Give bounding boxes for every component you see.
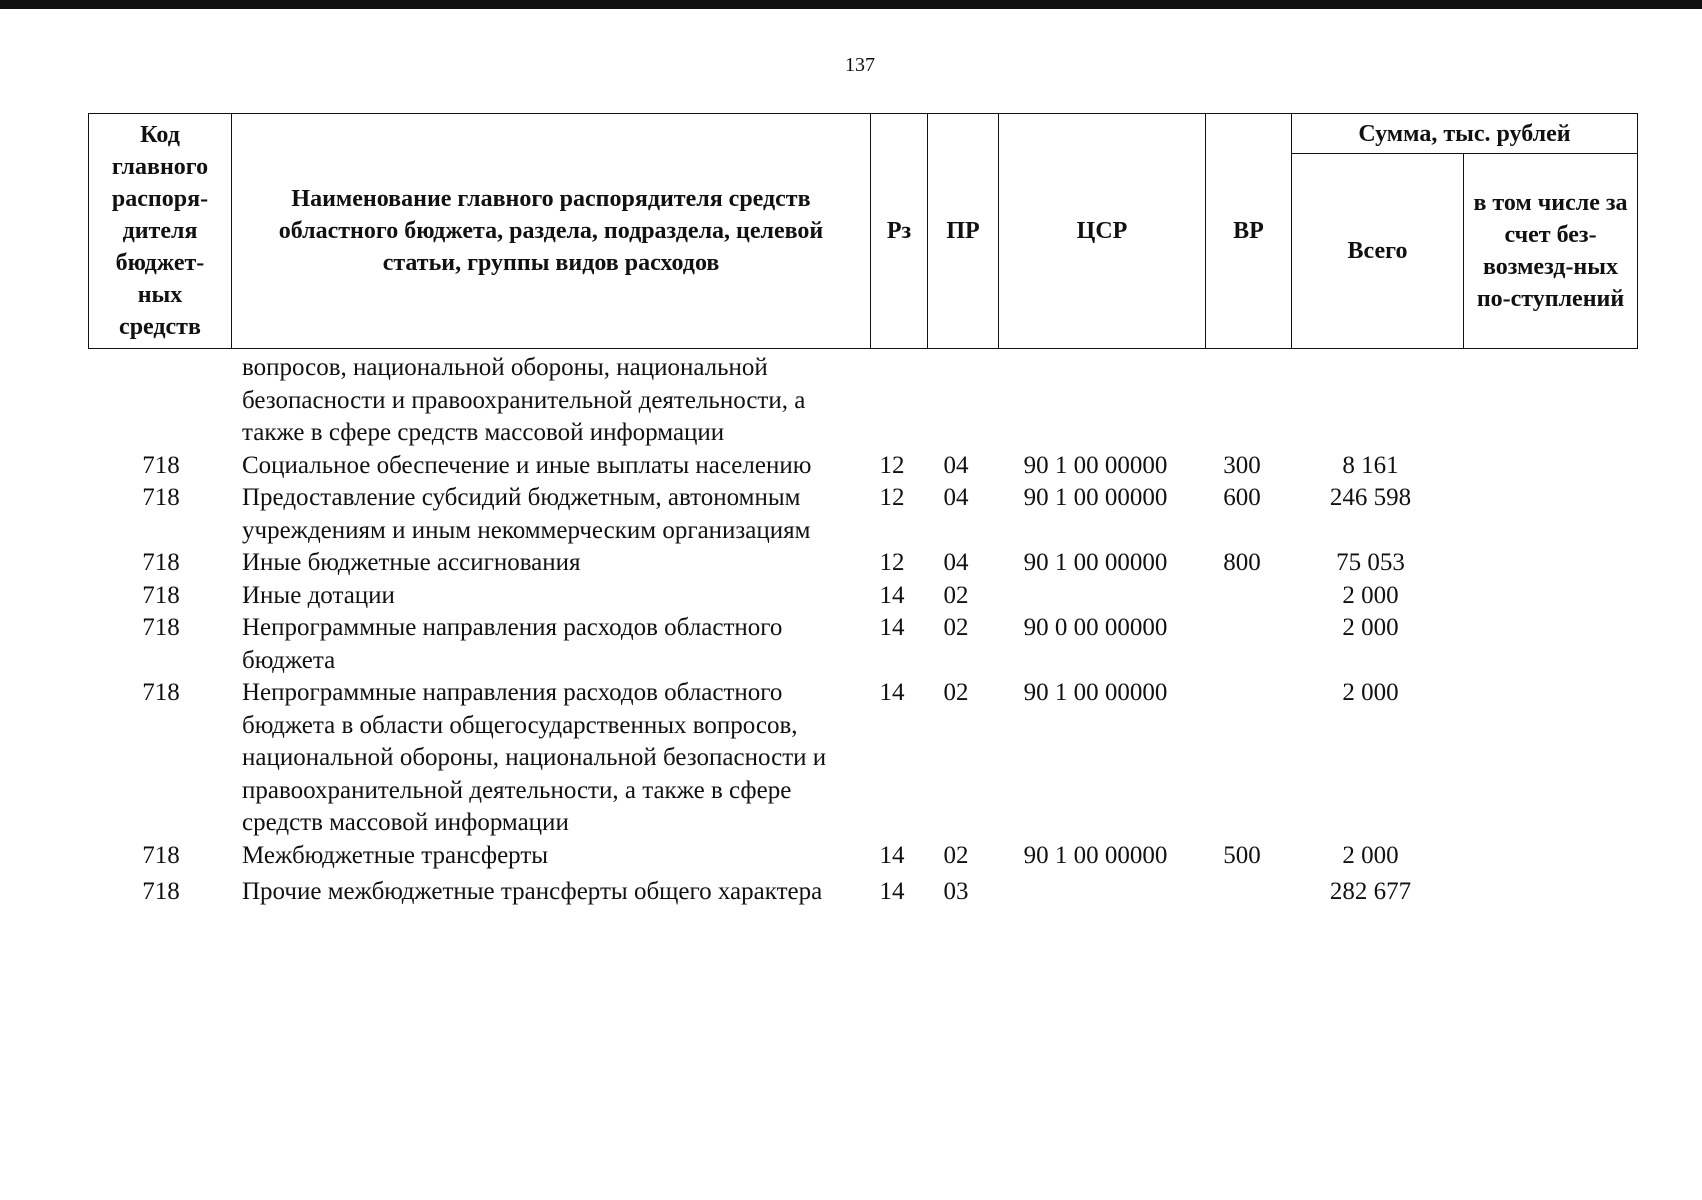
cell-pr: 02 — [943, 614, 969, 641]
cell-name: Прочие межбюджетные трансферты общего характера — [242, 878, 823, 905]
cell-csr — [992, 876, 1199, 909]
cell-name: Межбюджетные трансферты — [242, 841, 549, 869]
cell-csr: 90 1 00 00000 — [1023, 451, 1168, 479]
cell-vsego: 282 677 — [1329, 878, 1412, 905]
table-header — [88, 113, 1638, 349]
cell-kod: 718 — [142, 614, 180, 641]
cell-name: Иные бюджетные ассигнования — [242, 549, 581, 576]
cell-vr — [1199, 580, 1285, 613]
cell-vr: 300 — [1223, 451, 1261, 479]
cell-csr: 90 1 00 00000 — [1023, 841, 1168, 869]
cell-name: вопросов, национальной обороны, национальной безопасности и правоохранительной деятельности, а также в сфере средств массовой информации — [242, 354, 806, 446]
page-number: 137 — [845, 54, 875, 76]
cell-pr: 04 — [943, 549, 969, 576]
cell-kod: 718 — [142, 581, 180, 609]
cell-vr: 500 — [1223, 841, 1261, 869]
cell-kod: 718 — [142, 549, 180, 576]
cell-vsego: 2 000 — [1342, 841, 1399, 869]
cell-rz: 12 — [879, 549, 905, 576]
cell-bez — [1456, 612, 1630, 677]
header-pr: ПР — [928, 114, 999, 349]
header-kod: Код главного распоря-дителя бюджет-ных средств — [89, 114, 232, 349]
header-rz: Рз — [871, 114, 928, 349]
table-row — [88, 352, 1638, 450]
cell-bez — [1456, 876, 1630, 909]
cell-csr: 90 1 00 00000 — [1023, 549, 1168, 576]
header-vr: ВР — [1206, 114, 1292, 349]
table-body — [88, 352, 1638, 909]
cell-rz: 14 — [879, 679, 905, 706]
cell-bez — [1456, 482, 1630, 547]
header-vsego: Всего — [1292, 154, 1464, 349]
table-row — [88, 840, 1638, 873]
cell-vsego — [1285, 352, 1456, 450]
cell-kod: 718 — [142, 679, 180, 706]
cell-vr — [1199, 612, 1285, 677]
header-csr: ЦСР — [999, 114, 1206, 349]
cell-pr: 02 — [943, 841, 969, 869]
cell-vsego: 2 000 — [1342, 679, 1399, 706]
table-row — [88, 876, 1638, 909]
cell-csr: 90 0 00 00000 — [1023, 614, 1168, 641]
cell-pr: 03 — [943, 878, 969, 905]
table-row — [88, 450, 1638, 483]
cell-rz: 14 — [879, 878, 905, 905]
cell-vsego: 8 161 — [1342, 451, 1399, 479]
cell-bez — [1456, 677, 1630, 840]
cell-vsego: 2 000 — [1342, 614, 1399, 641]
cell-rz — [864, 352, 920, 450]
cell-csr — [992, 352, 1199, 450]
cell-vr — [1199, 677, 1285, 840]
header-name: Наименование главного распорядителя средств областного бюджета, раздела, подраздела, целевой статьи, группы видов расходов — [232, 114, 871, 349]
cell-name: Предоставление субсидий бюджетным, автономным учреждениям и иным некоммерческим организациям — [242, 484, 811, 544]
cell-vr: 600 — [1223, 484, 1261, 511]
cell-vsego: 75 053 — [1336, 549, 1405, 576]
top-rule — [0, 0, 1702, 9]
cell-pr — [920, 352, 992, 450]
table-row — [88, 482, 1638, 547]
cell-vr — [1199, 352, 1285, 450]
table-row — [88, 612, 1638, 677]
cell-pr: 02 — [943, 581, 969, 609]
cell-name: Непрограммные направления расходов областного бюджета в области общегосударственных вопросов, национальной обороны, национальной безопасности и правоохранительной деятельности, а также в сфере средств массовой информации — [242, 679, 827, 836]
cell-name: Социальное обеспечение и иные выплаты населению — [242, 451, 812, 479]
cell-name: Иные дотации — [242, 581, 395, 609]
cell-vr: 800 — [1223, 549, 1261, 576]
cell-name: Непрограммные направления расходов областного бюджета — [242, 614, 783, 674]
table-row — [88, 547, 1638, 580]
cell-bez — [1456, 352, 1630, 450]
cell-rz: 14 — [879, 614, 905, 641]
cell-rz: 14 — [879, 581, 905, 609]
cell-bez — [1456, 450, 1630, 483]
cell-pr: 02 — [943, 679, 969, 706]
cell-kod — [88, 352, 234, 450]
cell-vr — [1199, 876, 1285, 909]
cell-csr: 90 1 00 00000 — [1023, 484, 1168, 511]
cell-csr — [992, 580, 1199, 613]
cell-rz: 14 — [879, 841, 905, 869]
table-row — [88, 677, 1638, 840]
cell-rz: 12 — [879, 484, 905, 511]
table-row — [88, 580, 1638, 613]
cell-pr: 04 — [943, 451, 969, 479]
cell-vsego: 246 598 — [1329, 484, 1412, 511]
cell-bez — [1456, 580, 1630, 613]
cell-bez — [1456, 547, 1630, 580]
header-bez: в том числе за счет без-возмезд-ных по-ступлений — [1464, 154, 1638, 349]
cell-kod: 718 — [142, 451, 180, 479]
cell-kod: 718 — [142, 484, 180, 511]
cell-kod: 718 — [142, 841, 180, 869]
header-sum-caption: Сумма, тыс. рублей — [1292, 114, 1638, 154]
cell-bez — [1456, 840, 1630, 873]
cell-pr: 04 — [943, 484, 969, 511]
cell-rz: 12 — [879, 451, 905, 479]
cell-vsego: 2 000 — [1342, 581, 1399, 609]
cell-csr: 90 1 00 00000 — [1023, 679, 1168, 706]
cell-kod: 718 — [142, 878, 180, 905]
